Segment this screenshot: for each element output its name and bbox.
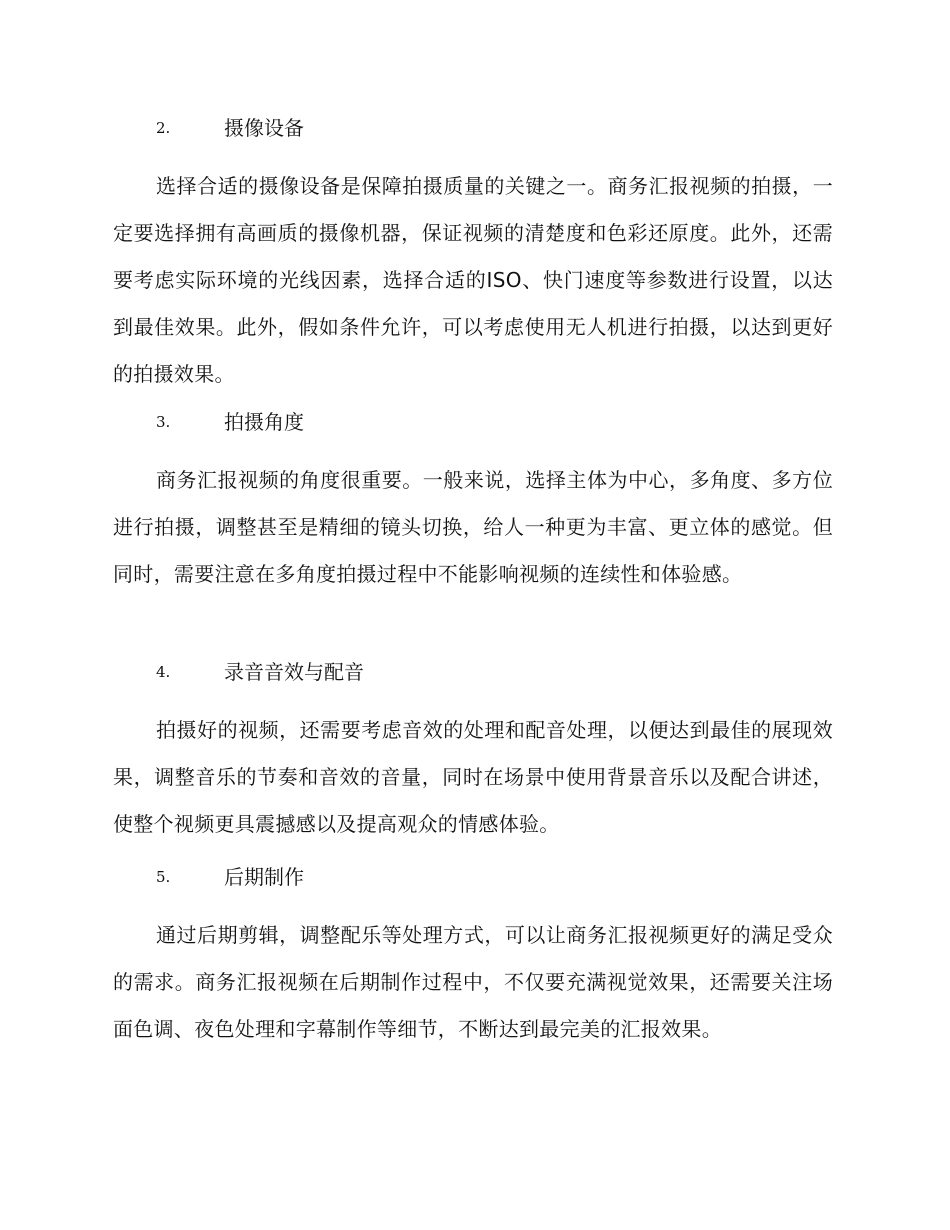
section-paragraph: 拍摄好的视频，还需要考虑音效的处理和配音处理，以便达到最佳的展现效果，调整音乐的节奏和音效的音量，同时在场景中使用背景音乐以及配合讲述，使整个视频更具震撼感以及提高观众的情感体验。 [113, 718, 833, 836]
section-number: 2. [156, 119, 171, 137]
section-heading [113, 402, 833, 442]
section-heading [113, 857, 833, 897]
section-paragraph: 商务汇报视频的角度很重要。一般来说，选择主体为中心，多角度、多方位进行拍摄，调整甚至是精细的镜头切换，给人一种更为丰富、更立体的感觉。但同时，需要注意在多角度拍摄过程中不能影响视频的连续性和体验感。 [113, 468, 833, 586]
section-title: 录音音效与配音 [224, 660, 364, 684]
section-camera-equipment [113, 108, 833, 398]
section-paragraph: 通过后期剪辑，调整配乐等处理方式，可以让商务汇报视频更好的满足受众的需求。商务汇报视频在后期制作过程中，不仅要充满视觉效果，还需要关注场面色调、夜色处理和字幕制作等细节，不断达到最完美的汇报效果。 [113, 923, 833, 1041]
section-title: 拍摄角度 [224, 410, 304, 434]
section-heading [113, 652, 833, 692]
section-audio-dubbing [113, 652, 833, 848]
section-number: 4. [156, 663, 171, 681]
section-title: 后期制作 [224, 865, 304, 889]
section-post-production [113, 857, 833, 1053]
section-number: 3. [156, 413, 171, 431]
section-paragraph: 选择合适的摄像设备是保障拍摄质量的关键之一。商务汇报视频的拍摄，一定要选择拥有高画质的摄像机器，保证视频的清楚度和色彩还原度。此外，还需要考虑实际环境的光线因素，选择合适的ISO、快门速度等参数进行设置，以达到最佳效果。此外，假如条件允许，可以考虑使用无人机进行拍摄，以达到更好的拍摄效果。 [113, 174, 833, 386]
section-shooting-angle [113, 402, 833, 598]
section-number: 5. [156, 868, 171, 886]
section-title: 摄像设备 [224, 116, 304, 140]
section-heading [113, 108, 833, 148]
